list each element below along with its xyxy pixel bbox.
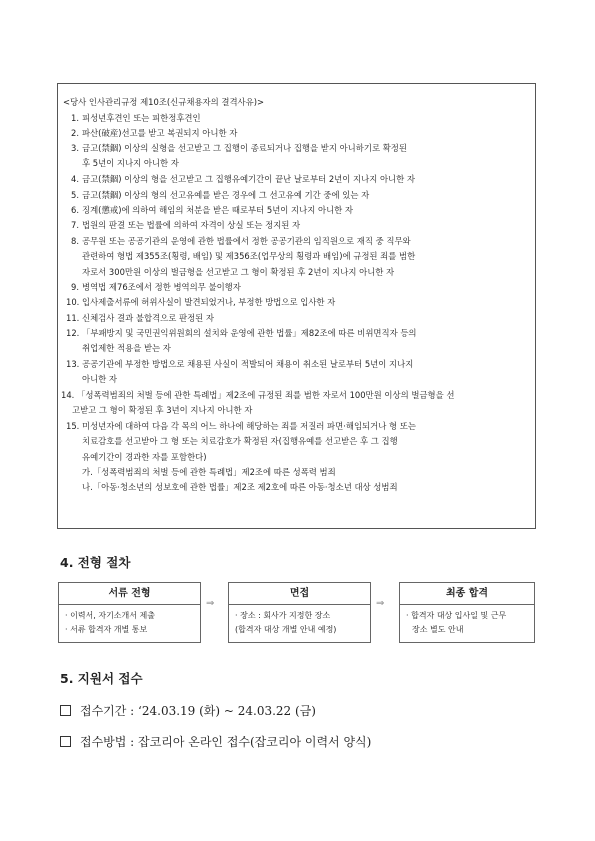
item-text-cont: 후 5년이 지나지 아니한 자: [82, 158, 179, 169]
item-text: 공공기관에 부정한 방법으로 채용된 사실이 적발되어 채용이 취소된 날로부터 5년이 지나지: [82, 359, 414, 369]
application-period: [60, 702, 316, 719]
item-text-cont: 아니한 자: [82, 374, 118, 385]
application-period-text: 접수기간 : ‘24.03.19 (화) ~ 24.03.22 (금): [80, 704, 316, 718]
item-number: 12.: [66, 328, 80, 338]
stage-line: · 합격자 대상 입사일 및 근무: [406, 611, 507, 620]
arrow-icon: ⇒: [376, 598, 385, 609]
item-number: 10.: [66, 297, 80, 307]
stage-body: [400, 605, 534, 641]
stage-document-screening: [58, 582, 201, 643]
criteria-item: [66, 311, 529, 326]
criteria-item: [66, 419, 529, 495]
stage-line: · 서류 합격자 개별 통보: [65, 625, 148, 634]
criteria-item: [66, 141, 529, 172]
item-subitem-na: 나.「아동·청소년의 성보호에 관한 법률」제2조 제2호에 따른 아동·청소년 대상 성범죄: [82, 482, 398, 493]
stage-final-pass: [399, 582, 535, 643]
section5-title: 5. 지원서 접수: [60, 671, 143, 686]
item-text: 법원의 판결 또는 법률에 의하여 자격이 상실 또는 정지된 자: [82, 220, 301, 230]
item-text: 병역법 제76조에서 정한 병역의무 불이행자: [82, 282, 241, 292]
criteria-item: [66, 172, 529, 187]
item-number: 15.: [66, 421, 80, 431]
item-number: 11.: [66, 313, 80, 323]
stage-body: [229, 605, 370, 641]
item-text-cont: 치료감호를 선고받아 그 형 또는 치료감호가 확정된 자(집행유예를 선고받은 후 그 집행: [82, 436, 398, 447]
criteria-item: [66, 203, 529, 218]
criteria-item: [66, 126, 529, 141]
item-text: 징계(懲戒)에 의하여 해임의 처분을 받은 때로부터 5년이 지나지 아니한 자: [82, 205, 354, 215]
section4-title: 4. 전형 절차: [60, 555, 131, 570]
stage-line: · 장소 : 회사가 지정한 장소: [235, 611, 331, 620]
checkbox-square-icon: [60, 736, 71, 747]
criteria-item: [66, 295, 529, 310]
item-number: 1.: [71, 113, 79, 123]
criteria-item: [66, 111, 529, 126]
application-method-text: 접수방법 : 잡코리아 온라인 접수(잡코리아 이력서 양식): [80, 735, 372, 749]
criteria-item: [66, 188, 529, 203]
stage-title: 서류 전형: [59, 583, 200, 605]
criteria-item: [66, 218, 529, 233]
item-text: 공무원 또는 공공기관의 운영에 관한 법률에서 정한 공공기관의 임직원으로 재직 중 직무와: [82, 236, 411, 246]
item-text: 「성폭력범죄의 처벌 등에 관한 특례법」제2조에 규정된 죄를 범한 자로서 100만원 이상의 벌금형을 선: [77, 390, 455, 400]
stage-line: 장소 별도 안내: [412, 625, 464, 634]
stage-interview: [228, 582, 371, 643]
criteria-header: <당사 인사관리규정 제10조(신규채용자의 결격사유)>: [63, 97, 265, 107]
item-text: 금고(禁錮) 이상의 실형을 선고받고 그 집행이 종료되거나 집행을 받지 아니하기로 확정된: [82, 143, 407, 153]
checkbox-square-icon: [60, 705, 71, 716]
item-text: 금고(禁錮) 이상의 형의 선고유예를 받은 경우에 그 선고유예 기간 중에 있는 자: [82, 190, 370, 200]
item-text: 파산(破産)선고를 받고 복권되지 아니한 자: [82, 128, 238, 138]
item-text: 미성년자에 대하여 다음 각 목의 어느 하나에 해당하는 죄를 저질러 파면·해임되거나 형 또는: [82, 421, 416, 431]
stage-body: [59, 605, 200, 641]
item-subitem-ga: 가.「성폭력범죄의 처벌 등에 관한 특례법」제2조에 따른 성폭력 범죄: [82, 466, 336, 477]
stage-line: · 이력서, 자기소개서 제출: [65, 611, 155, 620]
item-text: 피성년후견인 또는 피한정후견인: [82, 113, 201, 123]
item-number: 5.: [71, 190, 79, 200]
item-text: 「부패방지 및 국민권익위원회의 설치와 운영에 관한 법률」제82조에 따른 비위면직자 등의: [82, 328, 417, 338]
stage-title: 면접: [229, 583, 370, 605]
stage-line: (합격자 대상 개별 안내 예정): [235, 625, 337, 634]
arrow-icon: ⇒: [206, 598, 215, 609]
criteria-item: [66, 280, 529, 295]
item-number: 2.: [71, 128, 79, 138]
item-number: 13.: [66, 359, 80, 369]
application-method: [60, 733, 371, 750]
item-number: 8.: [71, 236, 79, 246]
stage-title: 최종 합격: [400, 583, 534, 605]
criteria-item: [61, 388, 529, 419]
item-text-cont: 관련하여 형법 제355조(횡령, 배임) 및 제356조(업무상의 횡령과 배임)에 규정된 죄를 범한: [82, 251, 416, 262]
item-number: 9.: [71, 282, 79, 292]
item-number: 14.: [61, 390, 75, 400]
item-text-cont: 자로서 300만원 이상의 벌금형을 선고받고 그 형이 확정된 후 2년이 지나지 아니한 자: [82, 266, 395, 277]
item-text-cont: 취업제한 적용을 받는 자: [82, 343, 171, 354]
item-text: 신체검사 결과 불합격으로 판정된 자: [82, 313, 215, 323]
item-text-cont: 유예기간이 경과한 자를 포함한다): [82, 451, 207, 462]
item-number: 6.: [71, 205, 79, 215]
criteria-item: [66, 234, 529, 280]
item-text: 입사제출서류에 허위사실이 발견되었거나, 부정한 방법으로 입사한 자: [82, 297, 336, 307]
item-text-cont: 고받고 그 형이 확정된 후 3년이 지나지 아니한 자: [72, 405, 253, 416]
criteria-item: [66, 326, 529, 357]
item-text: 금고(禁錮) 이상의 형을 선고받고 그 집행유예기간이 끝난 날로부터 2년이 지나지 아니한 자: [82, 174, 415, 184]
item-number: 7.: [71, 220, 79, 230]
item-number: 4.: [71, 174, 79, 184]
item-number: 3.: [71, 143, 79, 153]
disqualification-box: [57, 83, 536, 529]
criteria-item: [66, 357, 529, 388]
